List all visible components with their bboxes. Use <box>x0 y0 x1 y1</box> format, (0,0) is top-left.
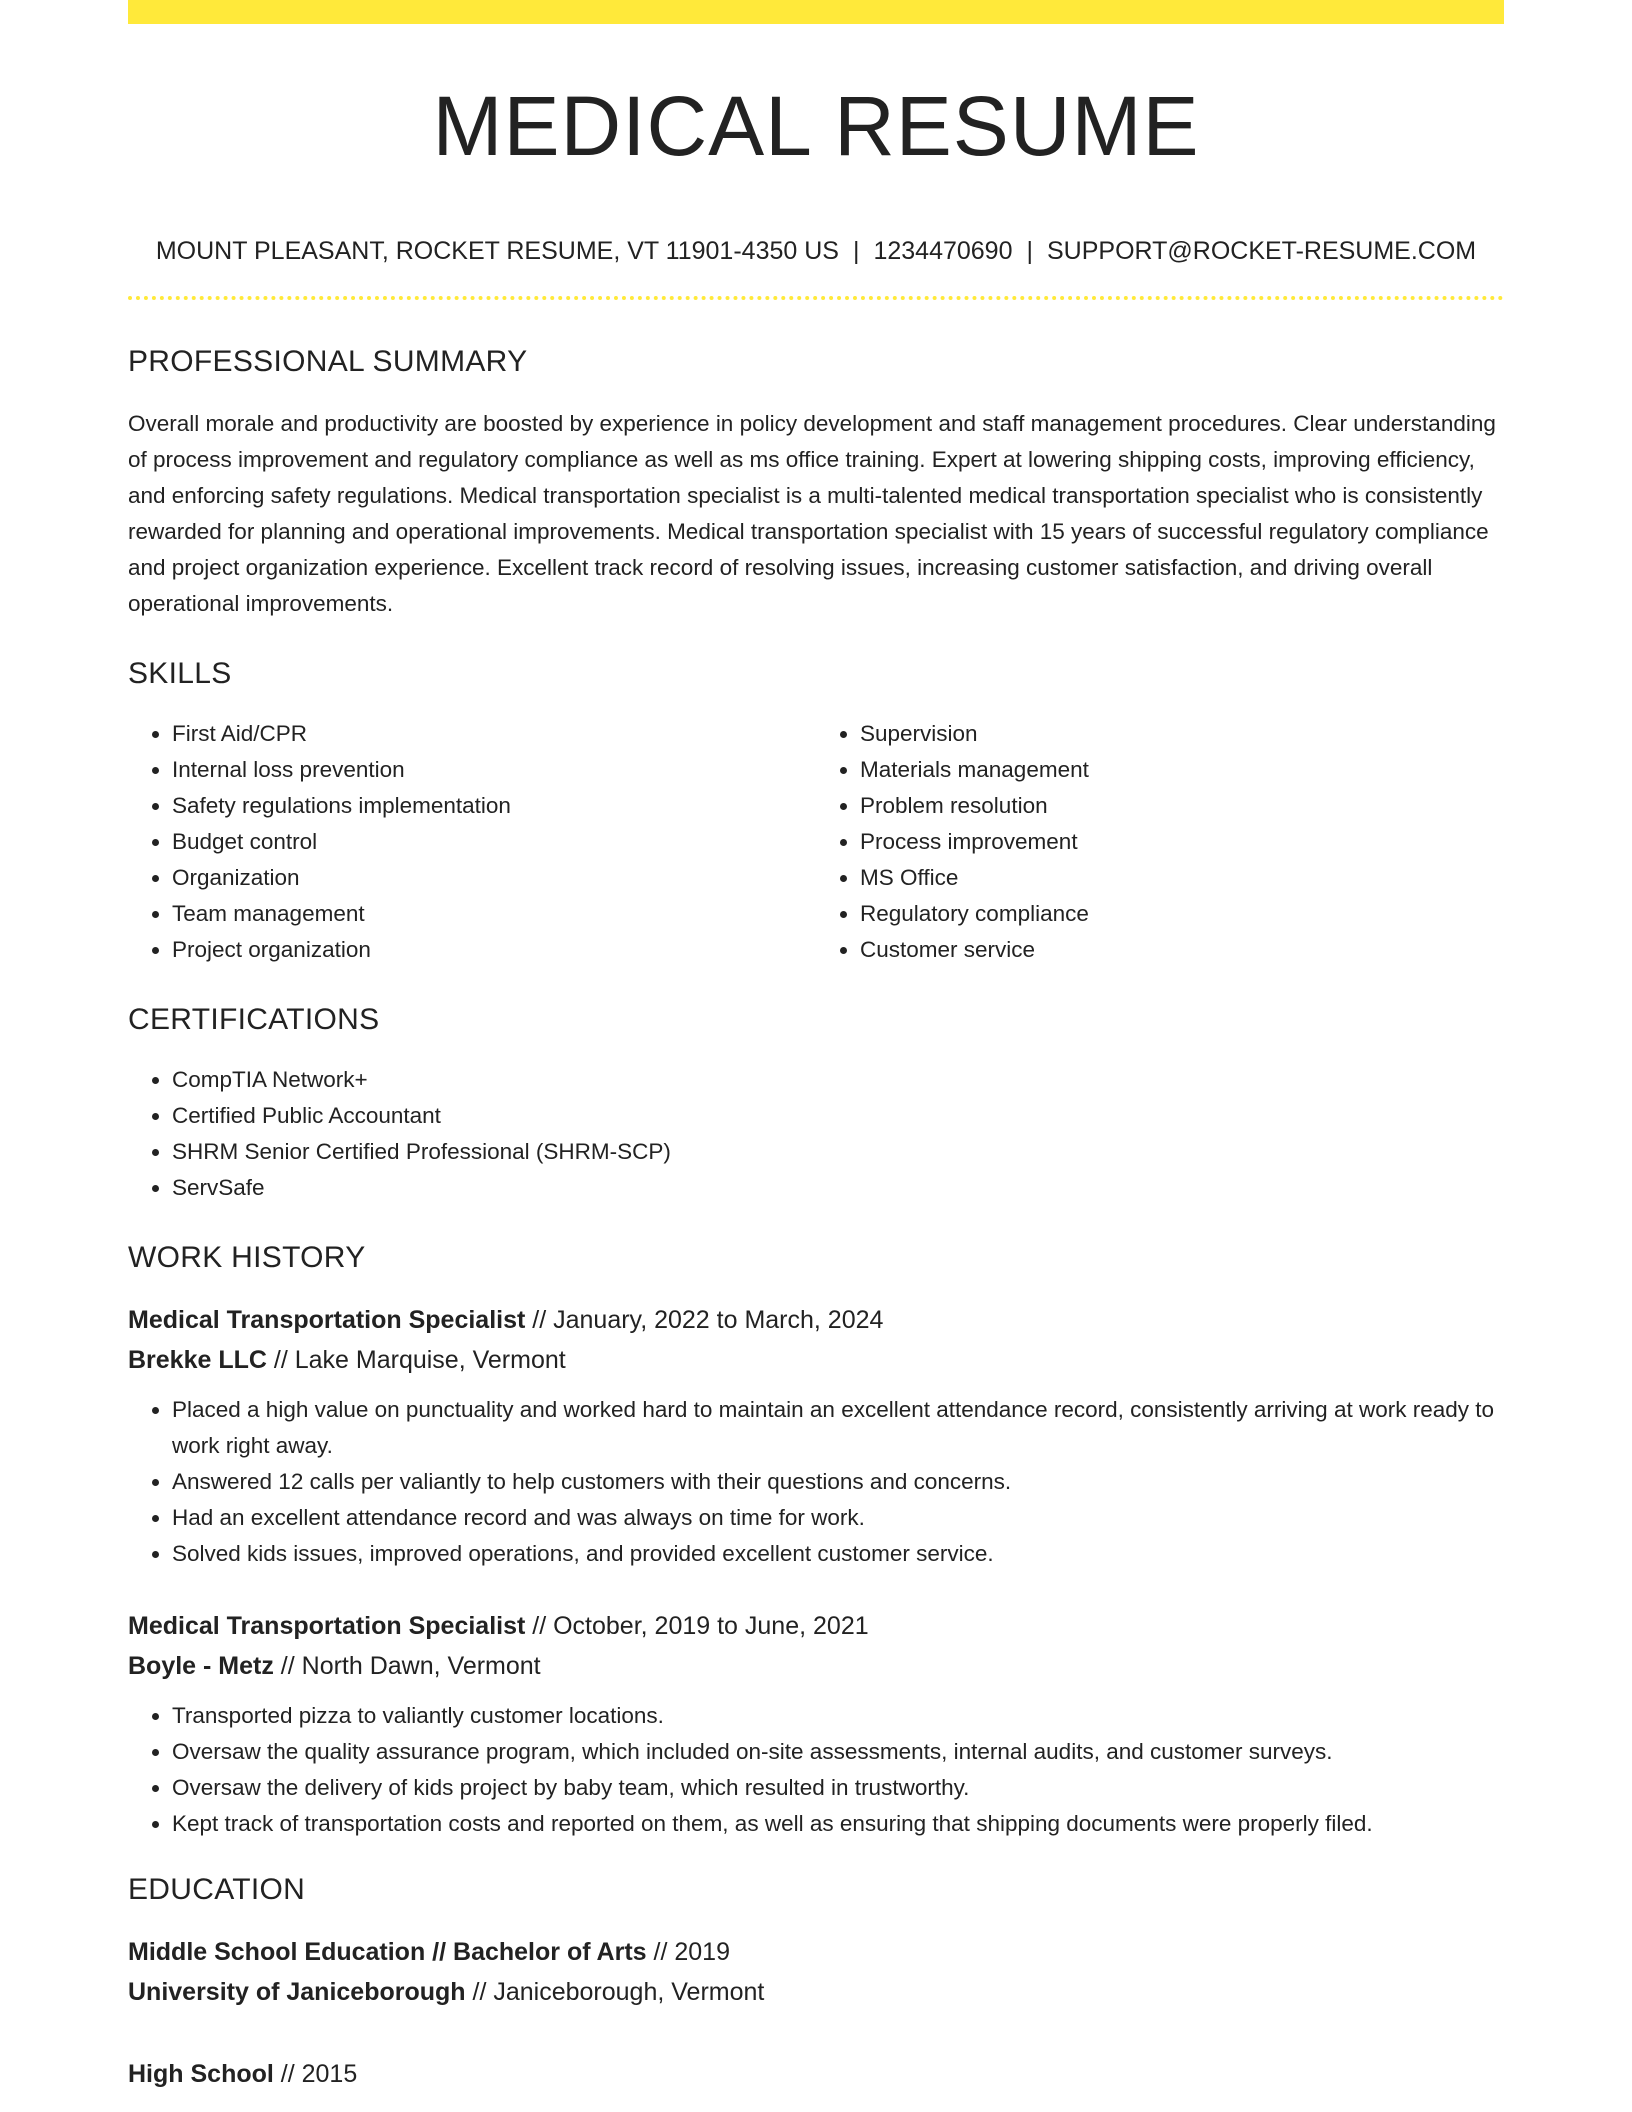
job-entry <box>128 1606 1504 1842</box>
job-bullet: • Placed a high value on punctuality and worked hard to maintain an excellent attendance record, consistently arriving at work ready to work right away. <box>172 1392 1504 1464</box>
skill-item: • Organization <box>172 860 816 896</box>
company-location: // North Dawn, Vermont <box>273 1652 541 1680</box>
job-title-line <box>128 1606 1504 1646</box>
job-entry <box>128 1300 1504 1572</box>
job-title: Medical Transportation Specialist <box>128 1612 526 1640</box>
skill-item: • Problem resolution <box>860 788 1504 824</box>
skills-list-right <box>816 716 1504 968</box>
job-bullet: • Kept track of transportation costs and reported on them, as well as ensuring that shipping documents were properly filed. <box>172 1806 1504 1842</box>
company-location: // Lake Marquise, Vermont <box>266 1346 566 1374</box>
education-entry <box>128 1932 1504 2012</box>
degree-name: Middle School Education // Bachelor of Arts <box>128 1938 647 1966</box>
skill-item: • Process improvement <box>860 824 1504 860</box>
top-accent-bar <box>128 0 1504 24</box>
summary-text: Overall morale and productivity are boosted by experience in policy development and staff management procedures. Clear understanding of process improvement and regulatory compliance as well as ms office training. Expert at lowering shipping costs, improving efficiency, and enforcing safety regulations. Medical transportation specialist is a multi-talented medical transportation specialist who is consistently rewarded for planning and operational improvements. Medical transportation specialist with 15 years of successful regulatory compliance and project organization experience. Excellent track record of resolving issues, increasing customer satisfaction, and driving overall operational improvements. <box>128 411 1496 616</box>
contact-email: SUPPORT@ROCKET-RESUME.COM <box>1047 237 1477 265</box>
skills-heading: SKILLS <box>128 657 232 690</box>
job-bullets <box>128 1392 1504 1572</box>
education-entry <box>128 2054 1504 2094</box>
degree-name: High School <box>128 2060 274 2088</box>
job-dates: // January, 2022 to March, 2024 <box>525 1306 884 1334</box>
skill-item: • Supervision <box>860 716 1504 752</box>
skill-item: • Budget control <box>172 824 816 860</box>
contact-separator: | <box>852 237 860 265</box>
certification-item: • ServSafe <box>172 1170 1504 1206</box>
job-bullet: • Answered 12 calls per valiantly to help customers with their questions and concerns. <box>172 1464 1504 1500</box>
job-title: Medical Transportation Specialist <box>128 1306 526 1334</box>
job-bullets <box>128 1698 1504 1842</box>
contact-line <box>128 236 1504 266</box>
skill-item: • Regulatory compliance <box>860 896 1504 932</box>
skill-item: • Team management <box>172 896 816 932</box>
company-name: Boyle - Metz <box>128 1652 274 1680</box>
school-name: University of Janiceborough <box>128 1978 466 2006</box>
job-bullet: • Had an excellent attendance record and was always on time for work. <box>172 1500 1504 1536</box>
certification-item: • CompTIA Network+ <box>172 1062 1504 1098</box>
job-bullet: • Oversaw the quality assurance program, which included on-site assessments, internal audits, and customer surveys. <box>172 1734 1504 1770</box>
skill-item: • Materials management <box>860 752 1504 788</box>
degree-year: // 2019 <box>646 1938 730 1966</box>
job-title-line <box>128 1300 1504 1340</box>
degree-line <box>128 1932 1504 1972</box>
skill-item: • Internal loss prevention <box>172 752 816 788</box>
certifications-list <box>128 1062 1504 1206</box>
skill-item: • Project organization <box>172 932 816 968</box>
company-line <box>128 1340 1504 1380</box>
skill-item: • Customer service <box>860 932 1504 968</box>
certification-item: • Certified Public Accountant <box>172 1098 1504 1134</box>
degree-year: // 2015 <box>273 2060 358 2088</box>
job-bullet: • Oversaw the delivery of kids project by baby team, which resulted in trustworthy. <box>172 1770 1504 1806</box>
header-divider <box>128 296 1504 300</box>
skill-item: • MS Office <box>860 860 1504 896</box>
skill-item: • First Aid/CPR <box>172 716 816 752</box>
skills-columns <box>128 716 1504 968</box>
school-location: // Janiceborough, Vermont <box>465 1978 765 2006</box>
company-name: Brekke LLC <box>128 1346 267 1374</box>
resume-page <box>128 0 1504 2094</box>
certification-item: • SHRM Senior Certified Professional (SHRM-SCP) <box>172 1134 1504 1170</box>
contact-address: MOUNT PLEASANT, ROCKET RESUME, VT 11901-4350 US <box>155 237 839 265</box>
contact-separator: | <box>1026 237 1033 265</box>
skills-list-left <box>128 716 816 968</box>
skill-item: • Safety regulations implementation <box>172 788 816 824</box>
job-bullet: • Transported pizza to valiantly customer locations. <box>172 1698 1504 1734</box>
company-line <box>128 1646 1504 1686</box>
job-dates: // October, 2019 to June, 2021 <box>525 1612 869 1640</box>
education-heading: EDUCATION <box>128 1873 306 1906</box>
resume-title: MEDICAL RESUME <box>432 79 1200 173</box>
job-bullet: • Solved kids issues, improved operations, and provided excellent customer service. <box>172 1536 1504 1572</box>
work-history-heading: WORK HISTORY <box>128 1241 366 1274</box>
contact-phone: 1234470690 <box>873 237 1013 265</box>
certifications-heading: CERTIFICATIONS <box>128 1003 380 1036</box>
school-line <box>128 1972 1504 2012</box>
degree-line <box>128 2054 1504 2094</box>
summary-heading: PROFESSIONAL SUMMARY <box>128 345 528 378</box>
